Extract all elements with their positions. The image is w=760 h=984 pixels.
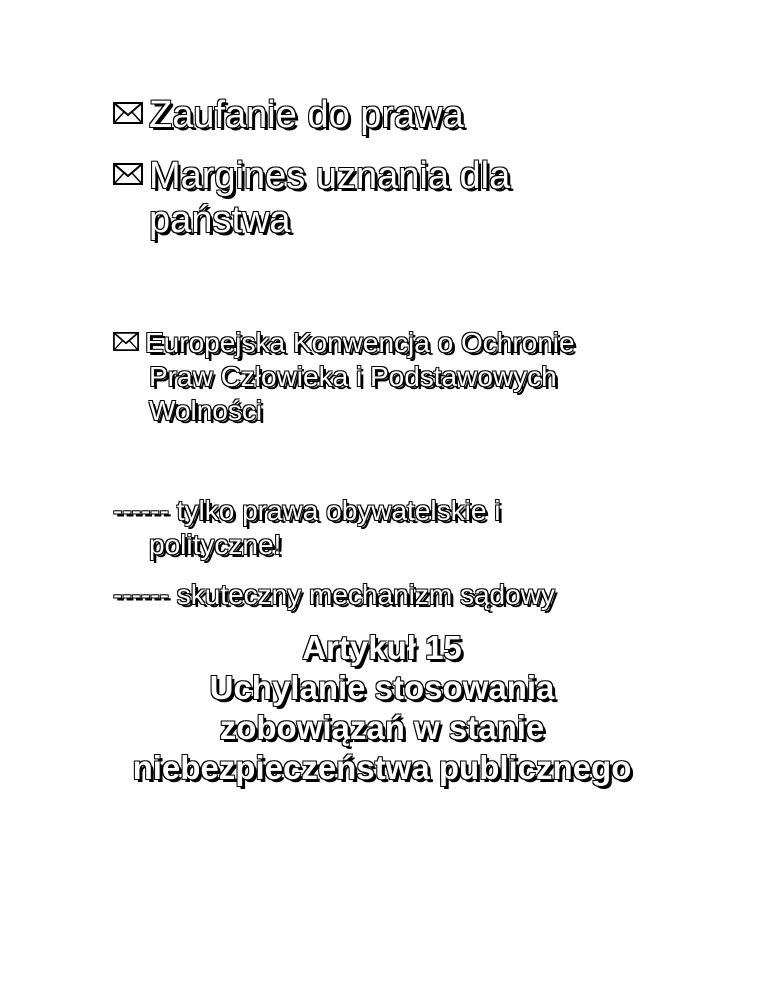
envelope-icon xyxy=(113,163,143,185)
heading-line-title-3: niebezpieczeństwa publicznego xyxy=(132,749,632,786)
bullet-konwencja xyxy=(113,326,653,428)
bullet-text: Europejska Konwencja o Ochronie xyxy=(145,327,575,358)
bullet-margines xyxy=(113,154,573,242)
heading-line-title-1: Uchylanie stosowania xyxy=(209,669,555,706)
dash-text-continuation: polityczne! xyxy=(149,529,282,560)
heading-line-title-2: zobowiązań w stanie xyxy=(219,709,545,746)
heading-line-article: Artykuł 15 xyxy=(302,629,462,666)
envelope-icon xyxy=(113,102,143,124)
dash-text: ------ skuteczny mechanizm sądowy xyxy=(113,579,555,610)
dash-item-mechanizm-sadowy xyxy=(113,578,653,612)
dash-item-prawa-obywatelskie xyxy=(113,494,653,562)
bullet-text-continuation: Wolności xyxy=(149,395,263,426)
bullet-text-continuation: państwa xyxy=(149,199,291,241)
dash-text: ------ tylko prawa obywatelskie i xyxy=(113,495,501,526)
bullet-zaufanie xyxy=(113,94,464,136)
bullet-text: Margines uznania dla xyxy=(149,155,511,197)
bullet-text-continuation: Praw Człowieka i Podstawowych xyxy=(149,361,557,392)
envelope-icon xyxy=(113,332,139,351)
article-heading xyxy=(100,628,664,788)
bullet-text: Zaufanie do prawa xyxy=(149,94,464,136)
